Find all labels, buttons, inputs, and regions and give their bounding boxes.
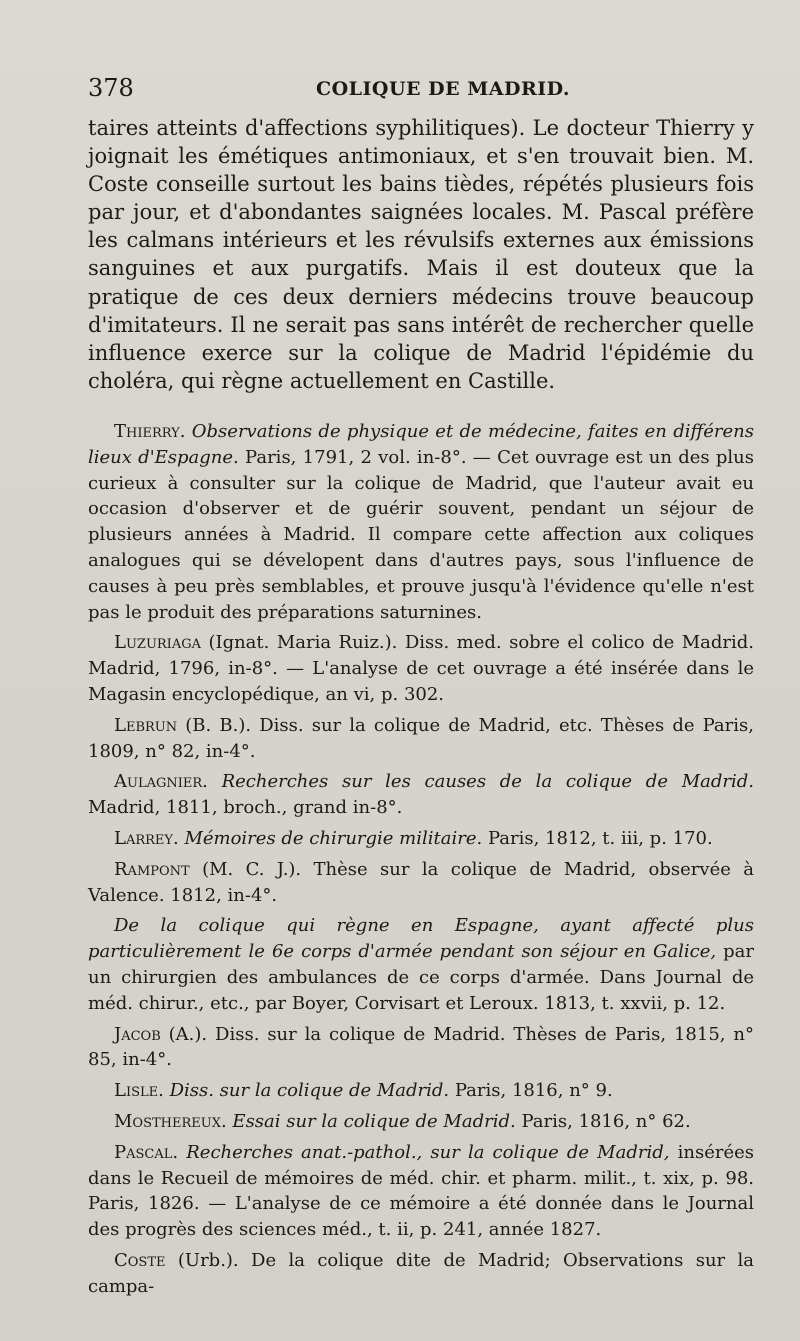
entry-author: Rampont [114, 858, 190, 880]
entry-details: Madrid, 1811, broch., grand in-8°. [88, 797, 403, 819]
entry-author: Luzuriaga [114, 632, 201, 654]
page-number: 378 [88, 74, 134, 102]
entry-details: Paris, 1791, 2 vol. in-8°. — Cet ouvrage est un des plus curieux à consulter sur la colique de Madrid, que l'auteur avait eu occasion d'observer et de guérir souvent, pendant un séjour de plusieurs années à Madrid. Il compare cette affection aux coliques analogues qui se dévelopent dans d'autres pays, sous l'influence de causes à peu près semblables, et prouve jusqu'à l'évidence qu'elle n'est pas le produit des préparations saturnines. [88, 446, 754, 623]
entry-title: Diss. sur la colique de Madrid. [163, 1080, 450, 1102]
bibliography-entry [88, 857, 754, 909]
entry-details: par un chirurgien des ambulances de ce corps d'armée. Dans Journal de méd. chirur., etc., par Boyer, Corvisart et Leroux. 1813, t. xxvii, p. 12. [88, 941, 754, 1014]
bibliography-entry [88, 826, 754, 852]
main-text [88, 114, 754, 395]
entry-details: (Urb.). De la colique dite de Madrid; Observations sur la campa- [88, 1249, 754, 1297]
bibliography-entry [88, 713, 754, 765]
bibliography-entry [88, 1140, 754, 1243]
entry-author: Jacob [114, 1023, 161, 1045]
entry-title: Observations de physique et de médecine, faites en différens lieux d'Espagne. [88, 421, 754, 468]
bibliography-entry [88, 1078, 754, 1104]
bibliography-entry [88, 1248, 754, 1300]
bibliography-entry [88, 913, 754, 1016]
entry-author: Aulagnier. [114, 771, 208, 793]
bibliography-entry [88, 1109, 754, 1135]
entry-details: (M. C. J.). Thèse sur la colique de Madrid, observée à Valence. 1812, in-4°. [88, 858, 754, 906]
main-paragraph: taires atteints d'affections syphilitiques). Le docteur Thierry y joignait les émétiques antimoniaux, et s'en trouvait bien. M. Coste conseille surtout les bains tièdes, répétés plusieurs fois par jour, et d'abondantes saignées locales. M. Pascal préfère les calmans intérieurs et les révulsifs externes aux émissions sanguines et aux purgatifs. Mais il est douteux que la pratique de ces deux derniers médecins trouve beaucoup d'imitateurs. Il ne serait pas sans intérêt de rechercher quelle influence exerce sur la colique de Madrid l'épidémie du choléra, qui règne actuellement en Castille. [88, 116, 754, 393]
entry-details: insérées dans le Recueil de mémoires de méd. chir. et pharm. milit., t. xix, p. 98. Paris, 1826. — L'analyse de ce mémoire a été donnée dans le Journal des progrès des sciences méd., t. ii, p. 241, année 1827. [88, 1141, 754, 1241]
entry-details: Paris, 1816, n° 9. [449, 1080, 613, 1102]
entry-author: Mosthereux. [114, 1110, 227, 1132]
entry-title: Recherches sur les causes de la colique de Madrid. [207, 771, 754, 793]
bibliography-entry [88, 630, 754, 707]
entry-author: Larrey. [114, 827, 179, 849]
entry-details: Paris, 1816, n° 62. [515, 1110, 691, 1132]
entry-details: (Ignat. Maria Ruiz.). Diss. med. sobre el colico de Madrid. Madrid, 1796, in-8°. — L'analyse de cet ouvrage a été insérée dans le Magasin encyclopédique, an vi, p. 302. [88, 632, 754, 705]
entry-title: De la colique qui règne en Espagne, ayant affecté plus particulièrement le 6e corps d'armée pendant son séjour en Galice, [88, 915, 754, 963]
entry-details: (B. B.). Diss. sur la colique de Madrid, etc. Thèses de Paris, 1809, n° 82, in-4°. [88, 714, 754, 762]
entry-author: Lebrun [114, 714, 178, 736]
page-header [88, 74, 768, 104]
bibliography-entry [88, 419, 754, 625]
bibliography-entry [88, 769, 754, 821]
entry-title: Recherches anat.-pathol., sur la colique de Madrid, [178, 1141, 670, 1163]
entry-author: Pascal. [114, 1141, 179, 1163]
entry-author: Coste [114, 1249, 166, 1271]
entry-details: Paris, 1812, t. iii, p. 170. [482, 827, 713, 849]
entry-details: (A.). Diss. sur la colique de Madrid. Thèses de Paris, 1815, n° 85, in-4°. [88, 1023, 754, 1071]
entry-author: Thierry. [114, 421, 186, 442]
running-title: COLIQUE DE MADRID. [316, 78, 571, 100]
entry-title: Mémoires de chirurgie militaire. [178, 827, 483, 849]
bibliography [88, 419, 754, 1305]
bibliography-entry [88, 1022, 754, 1074]
entry-author: Lisle. [114, 1080, 164, 1102]
entry-title: Essai sur la colique de Madrid. [226, 1110, 516, 1132]
